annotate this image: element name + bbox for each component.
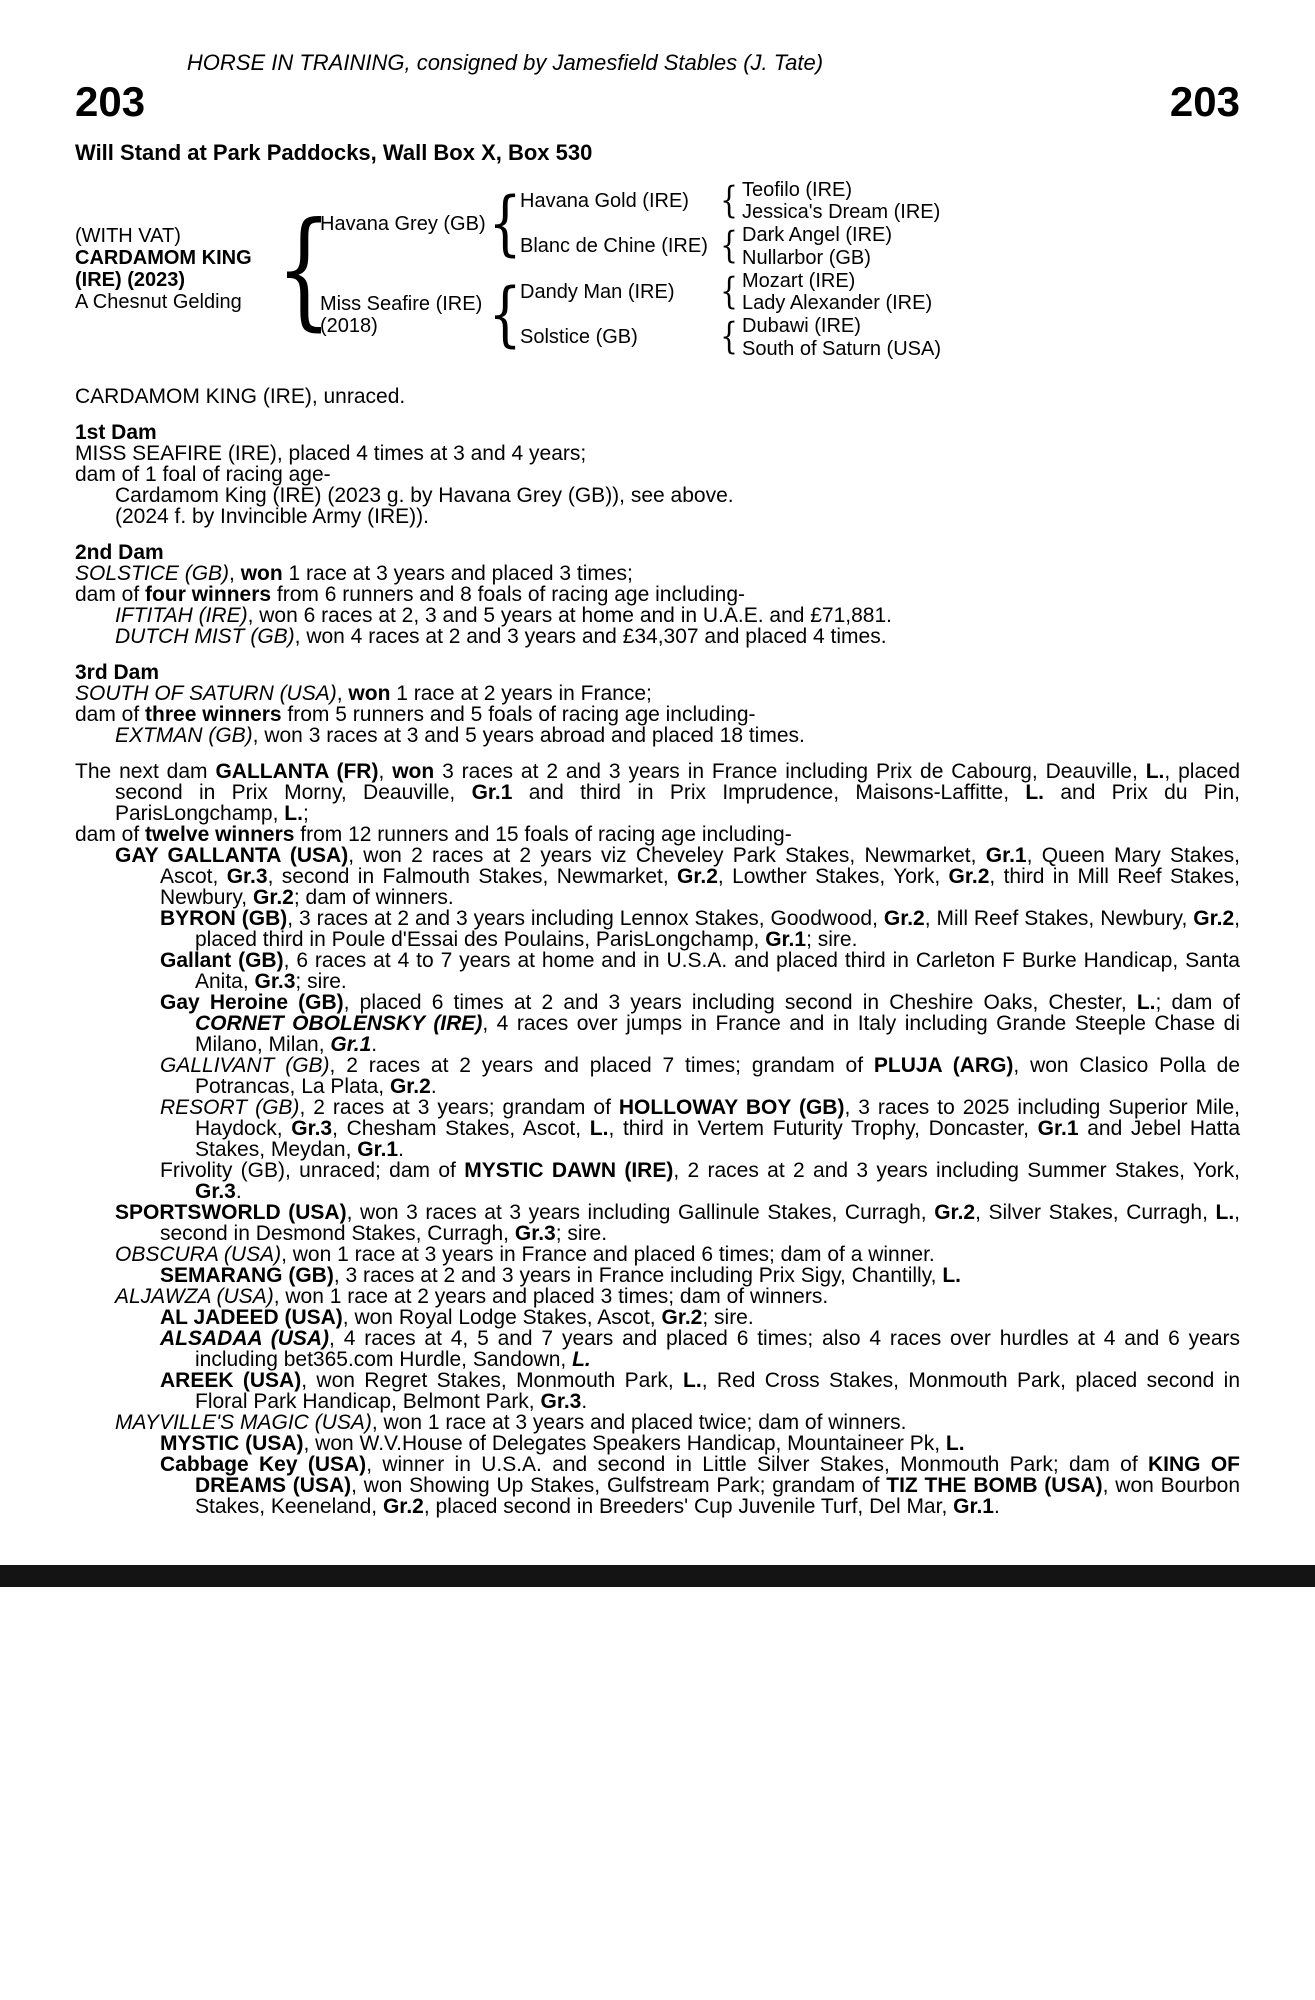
gen3-ancestor-name: Jessica's Dream (IRE) (742, 201, 941, 223)
brace-icon: { (720, 315, 738, 359)
entry-aljawza: ALJAWZA (USA), won 1 race at 2 years and placed 3 times; dam of winners. (115, 1285, 829, 1308)
entry-cabbage-key: Cabbage Key (USA), winner in U.S.A. and second in Little Silver Stakes, Monmouth Park; dam of KING OF DREAMS (USA), won Showing Up Stakes, Gulfstream Park; grandam of TIZ THE BOMB (USA), won Bourbon Stakes, Keeneland, Gr.2, placed second in Breeders' Cup Juvenile Turf, Del Mar, Gr.1. (160, 1453, 1240, 1518)
brace-icon: { (720, 269, 738, 313)
dam-year: (2018) (320, 314, 378, 337)
gen3-ancestor-name: Mozart (IRE) (742, 269, 856, 292)
gen3-ancestor-name: Lady Alexander (IRE) (742, 292, 933, 314)
entry-extman: EXTMAN (GB), won 3 races at 3 and 5 years abroad and placed 18 times. (115, 724, 805, 747)
sire-name: Havana Grey (GB) (320, 212, 486, 235)
first-dam-line: MISS SEAFIRE (IRE), placed 4 times at 3 and 4 years; (75, 442, 587, 465)
sire-branch (320, 178, 1240, 269)
next-dam-paragraph: The next dam GALLANTA (FR), won 3 races at 2 and 3 years in France including Prix de Cabourg, Deauville, L., placed second in Prix Morny, Deauville, Gr.1 and third in Prix Imprudence, Maisons-Laffitte, L. and Prix du Pin, ParisLongchamp, L.; (75, 760, 1241, 825)
horse-unraced-line: CARDAMOM KING (IRE), unraced. (75, 385, 406, 408)
gen3-ancestor-name: Dubawi (IRE) (742, 315, 861, 337)
second-dam-heading: 2nd Dam (75, 541, 164, 564)
gen3-ancestor-name: South of Saturn (USA) (742, 337, 941, 360)
produce-2024-foal: (2024 f. by Invincible Army (IRE)). (115, 505, 429, 528)
dam-dam-name: Solstice (GB) (520, 326, 638, 349)
entry-dutch-mist: DUTCH MIST (GB), won 4 races at 2 and 3 years and £34,307 and placed 4 times. (115, 625, 887, 648)
entry-al-jadeed: AL JADEED (USA), won Royal Lodge Stakes, Ascot, Gr.2; sire. (160, 1306, 754, 1329)
entry-gay-gallanta: GAY GALLANTA (USA), won 2 races at 2 years viz Cheveley Park Stakes, Newmarket, Gr.1, Queen Mary Stakes, Ascot, Gr.3, second in Falmouth Stakes, Newmarket, Gr.2, Lowther Stakes, York, Gr.2, third in Mill Reef Stakes, Newbury, Gr.2; dam of winners. (115, 844, 1240, 909)
sire-sire-branch (520, 178, 1240, 224)
brace-icon: { (720, 178, 738, 222)
dam-name: Miss Seafire (IRE) (2018) (320, 269, 490, 360)
pedigree-text-body (75, 386, 1240, 1517)
gen3-group (742, 269, 1240, 315)
entry-gay-heroine: Gay Heroine (GB), placed 6 times at 2 and 3 years including second in Cheshire Oaks, Chester, L.; dam of CORNET OBOLENSKY (IRE), 4 races over jumps in France and in Italy including Grande Steeple Chase di Milano, Milan, Gr.1. (160, 991, 1240, 1056)
third-dam-produce-intro: dam of three winners from 5 runners and 5 foals of racing age including- (75, 703, 756, 726)
dam-ancestors (520, 269, 1240, 360)
gen3-ancestor-name: Nullarbor (GB) (742, 246, 871, 269)
sire-ancestors (520, 178, 1240, 269)
brace-icon: { (488, 274, 522, 355)
first-dam-heading: 1st Dam (75, 421, 157, 444)
gen3-group (742, 315, 1240, 361)
dam-dam-branch (520, 315, 1240, 361)
lot-info-block (75, 178, 288, 360)
entry-alsadaa: ALSADAA (USA), 4 races at 4, 5 and 7 years and placed 6 times; also 4 races over hurdles at 4 and 6 years including bet365.com Hurdle, Sandown, L. (160, 1327, 1241, 1371)
gen3-ancestor-name: Dark Angel (IRE) (742, 224, 893, 246)
produce-cardamom-king: Cardamom King (IRE) (2023 g. by Havana Grey (GB)), see above. (115, 484, 734, 507)
entry-areek: AREEK (USA), won Regret Stakes, Monmouth Park, L., Red Cross Stakes, Monmouth Park, placed second in Floral Park Handicap, Belmont Park, Gr.3. (160, 1369, 1240, 1413)
third-dam-line: SOUTH OF SATURN (USA), won 1 race at 2 years in France; (75, 682, 652, 705)
entry-frivolity: Frivolity (GB), unraced; dam of MYSTIC DAWN (IRE), 2 races at 2 and 3 years including Summer Stakes, York, Gr.3. (160, 1159, 1240, 1203)
dam-sire-branch (520, 269, 1240, 315)
brace-icon: { (720, 224, 738, 268)
horse-description: A Chesnut Gelding (75, 291, 242, 313)
dam-sire-name: Dandy Man (IRE) (520, 280, 675, 303)
second-dam-line: SOLSTICE (GB), won 1 race at 3 years and placed 3 times; (75, 562, 633, 585)
second-dam-produce-intro: dam of four winners from 6 runners and 8 foals of racing age including- (75, 583, 745, 606)
consignor-line: HORSE IN TRAINING, consigned by Jamesfield Stables (J. Tate) (186, 50, 824, 75)
sire-dam-branch (520, 224, 1240, 270)
pedigree-chart (75, 178, 1240, 360)
gen3-group (742, 178, 1240, 224)
gen3-ancestor-name: Teofilo (IRE) (742, 178, 853, 201)
gen3-group (742, 224, 1240, 270)
entry-gallivant: GALLIVANT (GB), 2 races at 2 years and placed 7 times; grandam of PLUJA (ARG), won Clasico Polla de Potrancas, La Plata, Gr.2. (160, 1054, 1240, 1098)
lot-number-row (75, 78, 1240, 125)
third-dam-heading: 3rd Dam (75, 661, 160, 684)
entry-semarang: SEMARANG (GB), 3 races at 2 and 3 years in France including Prix Sigy, Chantilly, L. (160, 1264, 962, 1287)
entry-mayvilles-magic: MAYVILLE'S MAGIC (USA), won 1 race at 3 years and placed twice; dam of winners. (115, 1411, 907, 1434)
entry-iftitah: IFTITAH (IRE), won 6 races at 2, 3 and 5 years at home and in U.A.E. and £71,881. (115, 604, 893, 627)
stand-location-line: Will Stand at Park Paddocks, Wall Box X, Box 530 (75, 140, 593, 165)
entry-gallant: Gallant (GB), 6 races at 4 to 7 years at home and in U.S.A. and placed third in Carleton F Burke Handicap, Santa Anita, Gr.3; sire. (160, 949, 1240, 993)
dam-branch (320, 269, 1240, 360)
pedigree-generation-1 (320, 178, 1240, 360)
entry-sportsworld: SPORTSWORLD (USA), won 3 races at 3 years including Gallinule Stakes, Curragh, Gr.2, Silver Stakes, Curragh, L., second in Desmond Stakes, Curragh, Gr.3; sire. (115, 1201, 1241, 1245)
entry-obscura: OBSCURA (USA), won 1 race at 3 years in France and placed 6 times; dam of a winner. (115, 1243, 935, 1266)
horse-name: CARDAMOM KING (75, 247, 252, 269)
gallanta-produce-intro: dam of twelve winners from 12 runners and 15 foals of racing age including- (75, 823, 792, 846)
sire-sire-name: Havana Gold (IRE) (520, 189, 689, 212)
brace-icon: { (276, 193, 332, 343)
sire-dam-name: Blanc de Chine (IRE) (520, 235, 708, 258)
with-vat-label: (WITH VAT) (75, 225, 181, 247)
entry-resort: RESORT (GB), 2 races at 3 years; grandam of HOLLOWAY BOY (GB), 3 races to 2025 including Superior Mile, Haydock, Gr.3, Chesham Stakes, Ascot, L., third in Vertem Futurity Trophy, Doncaster, Gr.1 and Jebel Hatta Stakes, Meydan, Gr.1. (160, 1096, 1241, 1161)
page-bottom-bar (0, 1565, 1315, 1587)
brace-icon: { (488, 183, 522, 264)
horse-origin-year: (IRE) (2023) (75, 269, 186, 291)
lot-number-right: 203 (1169, 78, 1240, 125)
first-dam-produce-intro: dam of 1 foal of racing age- (75, 463, 331, 486)
lot-number-left: 203 (75, 78, 146, 125)
entry-byron: BYRON (GB), 3 races at 2 and 3 years including Lennox Stakes, Goodwood, Gr.2, Mill Reef Stakes, Newbury, Gr.2, placed third in Poule d'Essai des Poulains, ParisLongchamp, Gr.1; sire. (160, 907, 1240, 951)
entry-mystic: MYSTIC (USA), won W.V.House of Delegates Speakers Handicap, Mountaineer Pk, L. (160, 1432, 965, 1455)
